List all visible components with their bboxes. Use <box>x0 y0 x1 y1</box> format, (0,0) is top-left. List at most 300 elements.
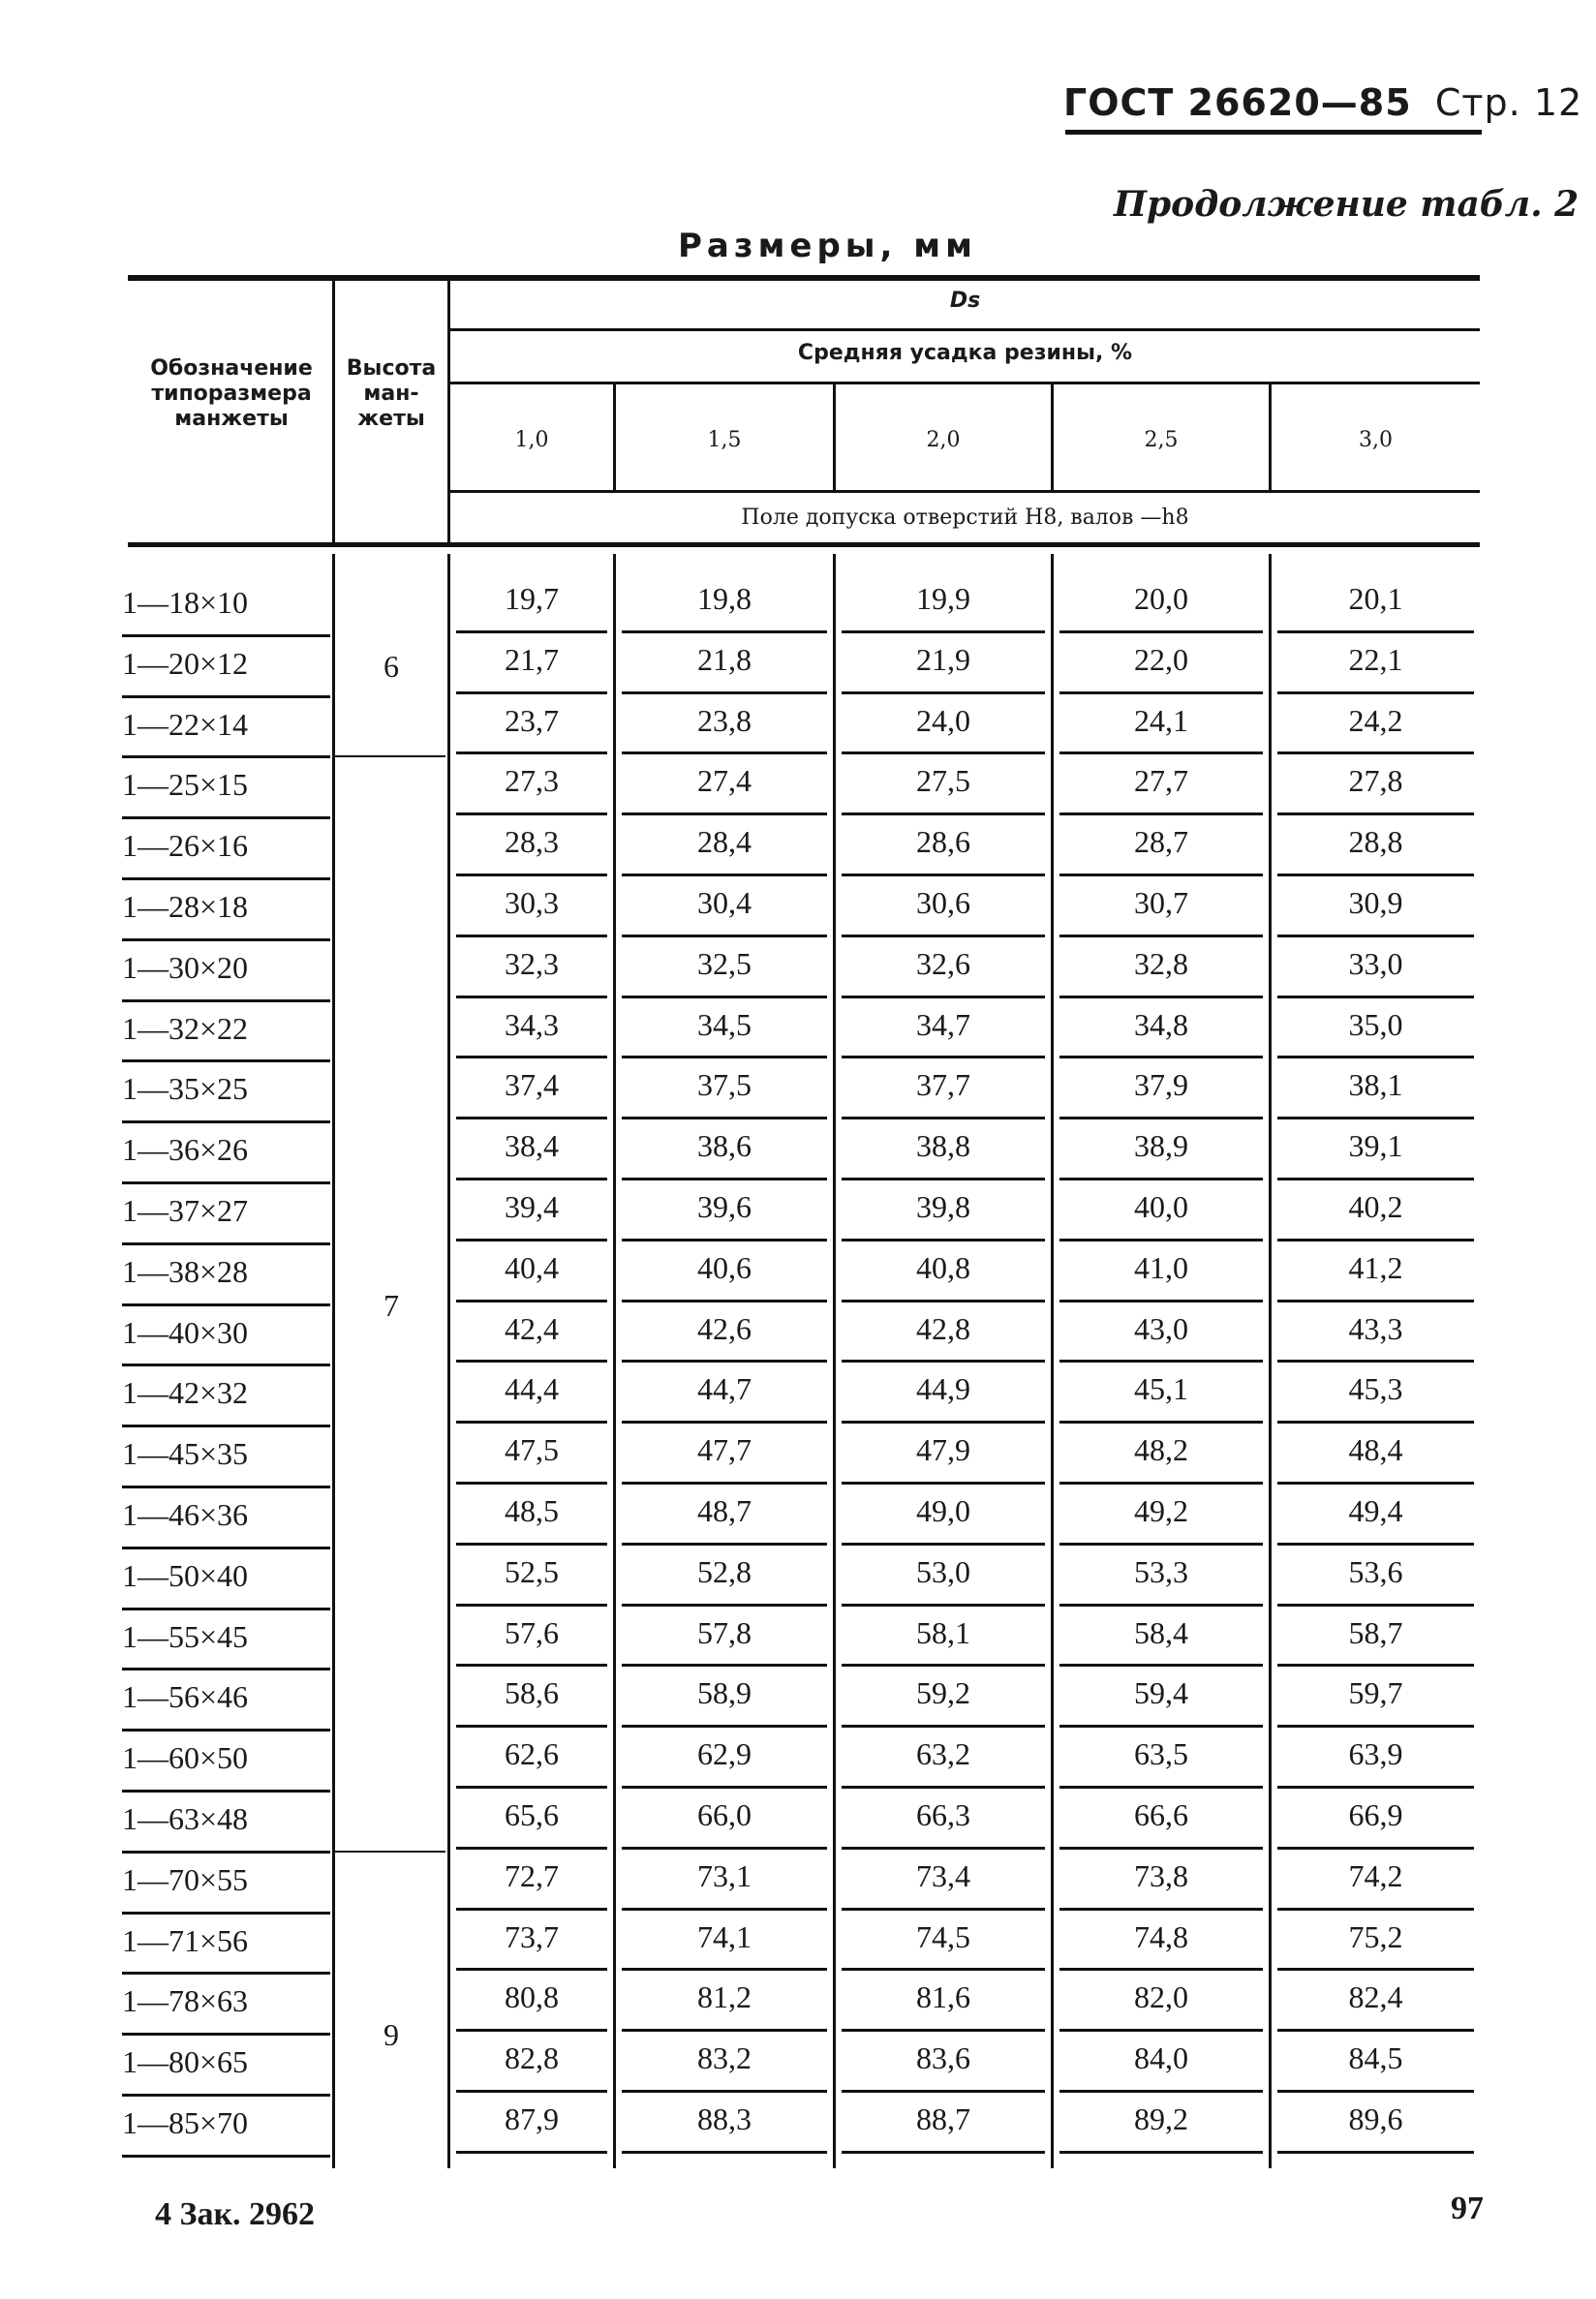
row-rule <box>842 1847 1045 1850</box>
row-rule <box>122 695 330 698</box>
designation-cell: 1—85×70 <box>122 2105 249 2140</box>
row-rule <box>456 1725 607 1728</box>
row-rule <box>842 691 1045 694</box>
value-cell: 30,4 <box>697 885 752 920</box>
row-rule <box>1277 1360 1474 1363</box>
row-rule <box>122 1729 330 1732</box>
row-rule <box>1277 1847 1474 1850</box>
row-rule <box>122 1486 330 1488</box>
row-rule <box>122 1547 330 1549</box>
row-rule <box>456 1178 607 1180</box>
value-cell: 27,4 <box>697 763 752 799</box>
row-rule <box>456 1360 607 1363</box>
row-rule <box>1277 996 1474 998</box>
row-rule <box>842 630 1045 633</box>
row-rule <box>1277 2029 1474 2032</box>
value-cell: 72,7 <box>505 1857 559 1893</box>
row-rule <box>1277 1968 1474 1971</box>
value-cell: 37,4 <box>505 1067 559 1103</box>
row-rule <box>122 1608 330 1610</box>
row-rule <box>622 1604 827 1607</box>
designation-cell: 1—60×50 <box>122 1740 249 1776</box>
row-rule <box>622 2090 827 2093</box>
value-cell: 37,5 <box>697 1067 752 1103</box>
row-rule <box>1277 2151 1474 2154</box>
row-rule <box>1277 2090 1474 2093</box>
value-cell: 21,9 <box>916 641 970 677</box>
value-cell: 66,6 <box>1134 1797 1188 1832</box>
value-cell: 19,8 <box>697 581 752 616</box>
value-cell: 34,8 <box>1134 1006 1188 1042</box>
value-cell: 39,4 <box>505 1189 559 1224</box>
row-rule <box>122 999 330 1002</box>
row-rule <box>1059 1056 1263 1058</box>
value-cell: 57,6 <box>505 1614 559 1650</box>
row-rule <box>622 1056 827 1058</box>
row-rule <box>1277 1664 1474 1667</box>
value-cell: 23,8 <box>697 702 752 738</box>
row-rule <box>456 1664 607 1667</box>
value-cell: 34,3 <box>505 1006 559 1042</box>
row-rule <box>122 1303 330 1306</box>
row-rule <box>122 1364 330 1366</box>
header-rule <box>450 328 1480 331</box>
row-rule <box>1277 812 1474 815</box>
value-cell: 48,4 <box>1348 1432 1403 1468</box>
header-divider <box>447 281 450 542</box>
row-rule <box>1277 1725 1474 1728</box>
row-rule <box>122 938 330 941</box>
row-rule <box>622 1664 827 1667</box>
row-rule <box>842 1239 1045 1241</box>
value-cell: 49,4 <box>1348 1493 1403 1528</box>
designation-cell: 1—20×12 <box>122 645 249 681</box>
value-cell: 73,1 <box>697 1857 752 1893</box>
row-rule <box>1277 751 1474 754</box>
row-rule <box>1059 1360 1263 1363</box>
value-cell: 20,0 <box>1134 581 1188 616</box>
value-cell: 89,2 <box>1134 2101 1188 2136</box>
row-rule <box>1059 2090 1263 2093</box>
value-cell: 44,7 <box>697 1371 752 1407</box>
row-rule <box>622 1178 827 1180</box>
value-cell: 63,9 <box>1348 1736 1403 1772</box>
value-cell: 38,6 <box>697 1128 752 1164</box>
value-cell: 32,5 <box>697 945 752 981</box>
value-cell: 48,2 <box>1134 1432 1188 1468</box>
row-rule <box>1059 691 1263 694</box>
value-cell: 30,7 <box>1134 885 1188 920</box>
table-top-rule <box>128 275 1480 281</box>
row-rule <box>842 1360 1045 1363</box>
value-cell: 40,4 <box>505 1249 559 1285</box>
header-bottom-rule <box>128 542 1480 547</box>
row-rule <box>1059 1908 1263 1911</box>
row-rule <box>1059 874 1263 876</box>
value-cell: 82,4 <box>1348 1979 1403 2015</box>
value-cell: 63,2 <box>916 1736 970 1772</box>
designation-cell: 1—37×27 <box>122 1193 249 1228</box>
row-rule <box>456 2090 607 2093</box>
value-cell: 74,5 <box>916 1918 970 1954</box>
row-rule <box>456 874 607 876</box>
value-cell: 41,2 <box>1348 1249 1403 1285</box>
value-cell: 35,0 <box>1348 1006 1403 1042</box>
designation-cell: 1—56×46 <box>122 1679 249 1715</box>
designation-cell: 1—71×56 <box>122 1922 249 1958</box>
col-designation-header: Обозначение типоразмера манжеты <box>150 356 313 431</box>
value-cell: 58,4 <box>1134 1614 1188 1650</box>
row-rule <box>622 1847 827 1850</box>
designation-cell: 1—25×15 <box>122 767 249 803</box>
row-rule <box>622 1908 827 1911</box>
row-rule <box>122 1851 330 1854</box>
value-cell: 80,8 <box>505 1979 559 2015</box>
header-underline <box>1065 130 1482 135</box>
value-cell: 62,9 <box>697 1736 752 1772</box>
value-cell: 27,3 <box>505 763 559 799</box>
row-rule <box>842 1117 1045 1119</box>
value-cell: 38,4 <box>505 1128 559 1164</box>
value-cell: 24,2 <box>1348 702 1403 738</box>
row-rule <box>842 812 1045 815</box>
row-rule <box>842 1056 1045 1058</box>
height-cell: 9 <box>384 2017 399 2053</box>
row-rule <box>842 1968 1045 1971</box>
row-rule <box>1059 2151 1263 2154</box>
row-rule <box>622 935 827 937</box>
row-rule <box>456 1117 607 1119</box>
row-rule <box>456 935 607 937</box>
row-rule <box>622 1968 827 1971</box>
row-rule <box>1059 2029 1263 2032</box>
designation-cell: 1—45×35 <box>122 1436 249 1472</box>
row-rule <box>456 1300 607 1303</box>
row-rule <box>1059 1786 1263 1789</box>
row-rule <box>122 1425 330 1427</box>
page-header <box>1063 81 1582 124</box>
row-rule <box>456 1543 607 1546</box>
row-rule <box>1277 1908 1474 1911</box>
value-cell: 49,0 <box>916 1493 970 1528</box>
value-cell: 19,9 <box>916 581 970 616</box>
value-cell: 38,9 <box>1134 1128 1188 1164</box>
row-rule <box>842 1664 1045 1667</box>
row-rule <box>456 691 607 694</box>
value-cell: 66,9 <box>1348 1797 1403 1832</box>
value-cell: 32,8 <box>1134 945 1188 981</box>
value-cell: 57,8 <box>697 1614 752 1650</box>
row-rule <box>842 996 1045 998</box>
value-cell: 30,3 <box>505 885 559 920</box>
ds-header: Ds <box>949 289 981 313</box>
row-rule <box>456 630 607 633</box>
value-cell: 53,0 <box>916 1553 970 1589</box>
row-rule <box>122 1120 330 1123</box>
value-cell: 24,1 <box>1134 702 1188 738</box>
row-rule <box>1059 1543 1263 1546</box>
row-rule <box>456 1239 607 1241</box>
header-rule <box>450 490 1480 493</box>
value-cell: 19,7 <box>505 581 559 616</box>
value-cell: 38,8 <box>916 1128 970 1164</box>
row-rule <box>622 996 827 998</box>
designation-cell: 1—50×40 <box>122 1557 249 1593</box>
row-rule <box>622 2029 827 2032</box>
value-cell: 48,7 <box>697 1493 752 1528</box>
value-cell: 27,8 <box>1348 763 1403 799</box>
designation-cell: 1—55×45 <box>122 1618 249 1654</box>
row-rule <box>1059 812 1263 815</box>
row-rule <box>1277 1300 1474 1303</box>
header-rule <box>450 382 1480 384</box>
row-rule <box>1277 1786 1474 1789</box>
row-rule <box>1059 1239 1263 1241</box>
value-cell: 40,6 <box>697 1249 752 1285</box>
row-rule <box>1277 1604 1474 1607</box>
value-cell: 52,5 <box>505 1553 559 1589</box>
row-rule <box>456 1482 607 1485</box>
value-cell: 30,9 <box>1348 885 1403 920</box>
row-rule <box>456 2151 607 2154</box>
value-cell: 37,7 <box>916 1067 970 1103</box>
value-cell: 73,7 <box>505 1918 559 1954</box>
height-cell: 7 <box>384 1287 399 1323</box>
value-cell: 89,6 <box>1348 2101 1403 2136</box>
row-rule <box>622 1421 827 1424</box>
value-cell: 59,2 <box>916 1675 970 1711</box>
row-rule <box>842 2090 1045 2093</box>
row-rule <box>1277 1056 1474 1058</box>
value-cell: 88,3 <box>697 2101 752 2136</box>
row-rule <box>1059 1178 1263 1180</box>
value-cell: 73,8 <box>1134 1857 1188 1893</box>
designation-cell: 1—42×32 <box>122 1375 249 1411</box>
designation-cell: 1—46×36 <box>122 1497 249 1532</box>
row-rule <box>842 935 1045 937</box>
row-rule <box>1277 691 1474 694</box>
value-cell: 21,8 <box>697 641 752 677</box>
units-caption: Размеры, мм <box>678 227 977 265</box>
row-rule <box>622 751 827 754</box>
row-rule <box>622 1725 827 1728</box>
value-cell: 34,5 <box>697 1006 752 1042</box>
col-height-header: Высота ман-жеты <box>346 356 437 431</box>
row-rule <box>122 755 330 758</box>
value-cell: 53,6 <box>1348 1553 1403 1589</box>
row-rule <box>1059 1421 1263 1424</box>
value-cell: 22,0 <box>1134 641 1188 677</box>
value-cell: 28,4 <box>697 824 752 860</box>
value-cell: 74,8 <box>1134 1918 1188 1954</box>
value-cell: 44,4 <box>505 1371 559 1407</box>
designation-cell: 1—35×25 <box>122 1071 249 1107</box>
row-rule <box>122 1912 330 1915</box>
row-rule <box>842 1725 1045 1728</box>
value-cell: 41,0 <box>1134 1249 1188 1285</box>
value-cell: 84,5 <box>1348 2040 1403 2076</box>
value-cell: 87,9 <box>505 2101 559 2136</box>
page-label: Стр. 12 <box>1434 81 1583 124</box>
value-cell: 58,6 <box>505 1675 559 1711</box>
value-cell: 32,6 <box>916 945 970 981</box>
value-cell: 47,5 <box>505 1432 559 1468</box>
row-rule <box>456 996 607 998</box>
row-rule <box>1059 1117 1263 1119</box>
row-rule <box>622 1482 827 1485</box>
row-rule <box>842 1908 1045 1911</box>
value-cell: 44,9 <box>916 1371 970 1407</box>
row-rule <box>122 1181 330 1184</box>
value-cell: 39,1 <box>1348 1128 1403 1164</box>
row-rule <box>122 2094 330 2097</box>
row-rule <box>1059 751 1263 754</box>
designation-cell: 1—80×65 <box>122 2044 249 2080</box>
page-number: 97 <box>1451 2191 1484 2226</box>
value-cell: 43,0 <box>1134 1310 1188 1346</box>
row-rule <box>622 1239 827 1241</box>
value-cell: 62,6 <box>505 1736 559 1772</box>
value-cell: 53,3 <box>1134 1553 1188 1589</box>
row-rule <box>1059 1664 1263 1667</box>
row-rule <box>122 1972 330 1975</box>
value-cell: 28,6 <box>916 824 970 860</box>
value-cell: 83,6 <box>916 2040 970 2076</box>
row-rule <box>456 1786 607 1789</box>
designation-cell: 1—32×22 <box>122 1010 249 1046</box>
height-cell: 6 <box>384 649 399 685</box>
value-cell: 45,3 <box>1348 1371 1403 1407</box>
row-rule <box>1059 1847 1263 1850</box>
standard-code: ГОСТ 26620—85 <box>1063 81 1412 124</box>
value-cell: 82,0 <box>1134 1979 1188 2015</box>
row-rule <box>122 2155 330 2158</box>
value-cell: 75,2 <box>1348 1918 1403 1954</box>
row-rule <box>622 874 827 876</box>
shrinkage-value-header: 2,0 <box>926 428 961 452</box>
row-rule <box>622 630 827 633</box>
value-cell: 47,7 <box>697 1432 752 1468</box>
value-cell: 59,7 <box>1348 1675 1403 1711</box>
row-rule <box>456 2029 607 2032</box>
designation-cell: 1—63×48 <box>122 1801 249 1836</box>
row-rule <box>122 1059 330 1062</box>
value-cell: 45,1 <box>1134 1371 1188 1407</box>
row-rule <box>122 1242 330 1245</box>
value-cell: 74,1 <box>697 1918 752 1954</box>
shrinkage-value-header: 2,5 <box>1144 428 1179 452</box>
row-rule <box>1277 874 1474 876</box>
row-rule <box>622 691 827 694</box>
row-rule <box>1277 1421 1474 1424</box>
value-cell: 21,7 <box>505 641 559 677</box>
value-cell: 63,5 <box>1134 1736 1188 1772</box>
row-rule <box>122 2033 330 2036</box>
designation-cell: 1—78×63 <box>122 1983 249 2019</box>
shrinkage-value-header: 3,0 <box>1359 428 1393 452</box>
value-cell: 83,2 <box>697 2040 752 2076</box>
value-cell: 58,7 <box>1348 1614 1403 1650</box>
designation-cell: 1—30×20 <box>122 949 249 985</box>
row-rule <box>842 2029 1045 2032</box>
value-cell: 34,7 <box>916 1006 970 1042</box>
designation-cell: 1—26×16 <box>122 828 249 864</box>
value-cell: 39,8 <box>916 1189 970 1224</box>
value-cell: 33,0 <box>1348 945 1403 981</box>
value-cell: 48,5 <box>505 1493 559 1528</box>
column-divider <box>332 554 335 2168</box>
height-group-rule <box>335 755 445 757</box>
row-rule <box>1059 1300 1263 1303</box>
value-cell: 52,8 <box>697 1553 752 1589</box>
row-rule <box>1277 1482 1474 1485</box>
tolerance-header: Поле допуска отверстий H8, валов —h8 <box>741 506 1189 530</box>
row-rule <box>622 812 827 815</box>
row-rule <box>122 816 330 819</box>
row-rule <box>1277 630 1474 633</box>
row-rule <box>842 1604 1045 1607</box>
value-cell: 37,9 <box>1134 1067 1188 1103</box>
value-cell: 23,7 <box>505 702 559 738</box>
value-cell: 66,3 <box>916 1797 970 1832</box>
row-rule <box>122 634 330 637</box>
value-cell: 74,2 <box>1348 1857 1403 1893</box>
value-cell: 58,1 <box>916 1614 970 1650</box>
row-rule <box>842 2151 1045 2154</box>
row-rule <box>1277 1117 1474 1119</box>
row-rule <box>1059 630 1263 633</box>
value-cell: 88,7 <box>916 2101 970 2136</box>
row-rule <box>622 1300 827 1303</box>
value-cell: 84,0 <box>1134 2040 1188 2076</box>
value-cell: 40,2 <box>1348 1189 1403 1224</box>
row-rule <box>1059 1604 1263 1607</box>
row-rule <box>1059 1968 1263 1971</box>
designation-cell: 1—36×26 <box>122 1132 249 1168</box>
row-rule <box>1277 1543 1474 1546</box>
designation-cell: 1—28×18 <box>122 889 249 924</box>
row-rule <box>622 1786 827 1789</box>
value-cell: 59,4 <box>1134 1675 1188 1711</box>
height-group-rule <box>335 1851 445 1853</box>
value-cell: 81,6 <box>916 1979 970 2015</box>
row-rule <box>1059 1482 1263 1485</box>
shrinkage-value-header: 1,0 <box>514 428 549 452</box>
row-rule <box>1059 935 1263 937</box>
designation-cell: 1—22×14 <box>122 706 249 742</box>
row-rule <box>122 1790 330 1793</box>
designation-cell: 1—70×55 <box>122 1861 249 1897</box>
row-rule <box>842 874 1045 876</box>
value-cell: 58,9 <box>697 1675 752 1711</box>
row-rule <box>842 1178 1045 1180</box>
row-rule <box>456 1604 607 1607</box>
row-rule <box>1277 1239 1474 1241</box>
value-cell: 40,0 <box>1134 1189 1188 1224</box>
shrinkage-header: Средняя усадка резины, % <box>797 341 1133 365</box>
value-cell: 39,6 <box>697 1189 752 1224</box>
row-rule <box>456 812 607 815</box>
value-cell: 82,8 <box>505 2040 559 2076</box>
row-rule <box>842 1786 1045 1789</box>
value-cell: 43,3 <box>1348 1310 1403 1346</box>
value-cell: 20,1 <box>1348 581 1403 616</box>
value-cell: 22,1 <box>1348 641 1403 677</box>
value-cell: 42,4 <box>505 1310 559 1346</box>
value-cell: 40,8 <box>916 1249 970 1285</box>
row-rule <box>456 1056 607 1058</box>
row-rule <box>842 751 1045 754</box>
